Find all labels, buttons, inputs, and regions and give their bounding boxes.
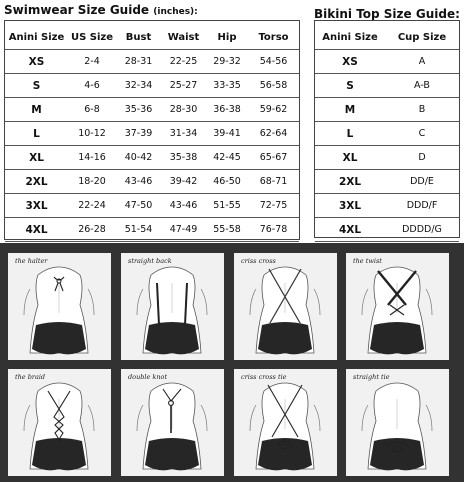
value-cell: DD/E [385, 170, 459, 194]
table-row [5, 218, 299, 242]
value-cell: 42-45 [206, 146, 248, 170]
value-cell: 43-46 [161, 194, 206, 218]
table-row [5, 194, 299, 218]
bikini-table-header [315, 26, 459, 50]
value-cell: DDD/F [385, 194, 459, 218]
size-cell: 2XL [5, 170, 68, 194]
value-cell: 51-54 [116, 218, 161, 242]
size-cell: XL [315, 146, 385, 170]
value-cell: C [385, 122, 459, 146]
strap-style-card-criss [234, 253, 337, 360]
swimsuit-back-illustration [234, 369, 337, 476]
swim-table-header [5, 26, 299, 50]
table-row [315, 74, 459, 98]
value-cell: 54-56 [248, 50, 299, 74]
value-cell: 31-34 [161, 122, 206, 146]
strap-style-label: criss cross [241, 257, 276, 265]
value-cell: 65-67 [248, 146, 299, 170]
value-cell: 14-16 [68, 146, 116, 170]
value-cell: 10-12 [68, 122, 116, 146]
value-cell: DDDD/G [385, 218, 459, 242]
swim-guide-unit: (inches): [153, 7, 198, 17]
strap-style-card-tie [346, 369, 449, 476]
swim-header-cell: Waist [161, 26, 206, 50]
strap-style-card-straight [121, 253, 224, 360]
value-cell: 46-50 [206, 170, 248, 194]
value-cell: D [385, 146, 459, 170]
value-cell: 6-8 [68, 98, 116, 122]
table-row [5, 146, 299, 170]
table-row [315, 122, 459, 146]
swimsuit-back-illustration [234, 253, 337, 360]
table-row [315, 218, 459, 242]
bikini-size-table [315, 26, 459, 265]
table-row [315, 194, 459, 218]
value-cell: 43-46 [116, 170, 161, 194]
swim-guide-title-text: Swimwear Size Guide [4, 3, 150, 17]
swim-guide-title [4, 3, 198, 17]
size-cell: 3XL [5, 194, 68, 218]
value-cell: A [385, 50, 459, 74]
value-cell: 76-78 [248, 218, 299, 242]
value-cell: 56-58 [248, 74, 299, 98]
value-cell: 36-38 [206, 98, 248, 122]
swim-header-cell: Bust [116, 26, 161, 50]
strap-style-label: the halter [15, 257, 48, 265]
table-row [5, 50, 299, 74]
value-cell: 4-6 [68, 74, 116, 98]
table-row [315, 170, 459, 194]
value-cell: 59-62 [248, 98, 299, 122]
value-cell: 28-30 [161, 98, 206, 122]
swimsuit-back-illustration [346, 253, 449, 360]
value-cell: 55-58 [206, 218, 248, 242]
table-row [5, 98, 299, 122]
swimsuit-back-illustration [8, 253, 111, 360]
size-cell: L [5, 122, 68, 146]
size-cell: 4XL [315, 218, 385, 242]
size-cell: 2XL [315, 170, 385, 194]
swim-table-body [5, 50, 299, 266]
strap-style-card-crisstie [234, 369, 337, 476]
strap-style-label: double knot [128, 373, 168, 381]
swim-header-cell: Torso [248, 26, 299, 50]
value-cell: 35-36 [116, 98, 161, 122]
strap-style-label: criss cross tie [241, 373, 287, 381]
value-cell: 68-71 [248, 170, 299, 194]
swim-size-table [5, 26, 299, 265]
bikini-guide-title: Bikini Top Size Guide: [314, 7, 460, 21]
strap-style-card-halter [8, 253, 111, 360]
value-cell: 33-35 [206, 74, 248, 98]
size-cell: M [315, 98, 385, 122]
swim-header-cell: US Size [68, 26, 116, 50]
value-cell: 28-31 [116, 50, 161, 74]
swim-header-cell: Hip [206, 26, 248, 50]
bikini-header-cell: Anini Size [315, 26, 385, 50]
size-cell: S [315, 74, 385, 98]
value-cell: 62-64 [248, 122, 299, 146]
value-cell: 47-49 [161, 218, 206, 242]
table-row [5, 170, 299, 194]
value-cell: 47-50 [116, 194, 161, 218]
table-row [315, 50, 459, 74]
bikini-header-cell: Cup Size [385, 26, 459, 50]
value-cell: 2-4 [68, 50, 116, 74]
strap-style-label: the braid [15, 373, 46, 381]
swimsuit-back-illustration [121, 253, 224, 360]
swimsuit-back-illustration [121, 369, 224, 476]
value-cell: 18-20 [68, 170, 116, 194]
bikini-table-body [315, 50, 459, 266]
value-cell: 40-42 [116, 146, 161, 170]
value-cell: 35-38 [161, 146, 206, 170]
size-cell: S [5, 74, 68, 98]
value-cell: 26-28 [68, 218, 116, 242]
value-cell: 72-75 [248, 194, 299, 218]
table-row [315, 98, 459, 122]
swim-header-cell: Anini Size [5, 26, 68, 50]
value-cell: A-B [385, 74, 459, 98]
table-row [315, 146, 459, 170]
swimsuit-back-illustration [8, 369, 111, 476]
size-cell: 4XL [5, 218, 68, 242]
strap-style-card-knot [121, 369, 224, 476]
swimsuit-back-illustration [346, 369, 449, 476]
size-cell: XS [5, 50, 68, 74]
strap-style-card-braid [8, 369, 111, 476]
strap-style-label: straight tie [353, 373, 390, 381]
value-cell: 39-42 [161, 170, 206, 194]
size-cell: XL [5, 146, 68, 170]
size-cell: 3XL [315, 194, 385, 218]
value-cell: 39-41 [206, 122, 248, 146]
value-cell: 37-39 [116, 122, 161, 146]
strap-style-card-twist [346, 253, 449, 360]
value-cell: 32-34 [116, 74, 161, 98]
size-cell: M [5, 98, 68, 122]
table-row [5, 122, 299, 146]
value-cell: 22-24 [68, 194, 116, 218]
value-cell: 29-32 [206, 50, 248, 74]
value-cell: 22-25 [161, 50, 206, 74]
size-cell: L [315, 122, 385, 146]
value-cell: B [385, 98, 459, 122]
strap-style-label: straight back [128, 257, 172, 265]
table-row [5, 74, 299, 98]
strap-style-label: the twist [353, 257, 382, 265]
value-cell: 51-55 [206, 194, 248, 218]
size-cell: XS [315, 50, 385, 74]
value-cell: 25-27 [161, 74, 206, 98]
